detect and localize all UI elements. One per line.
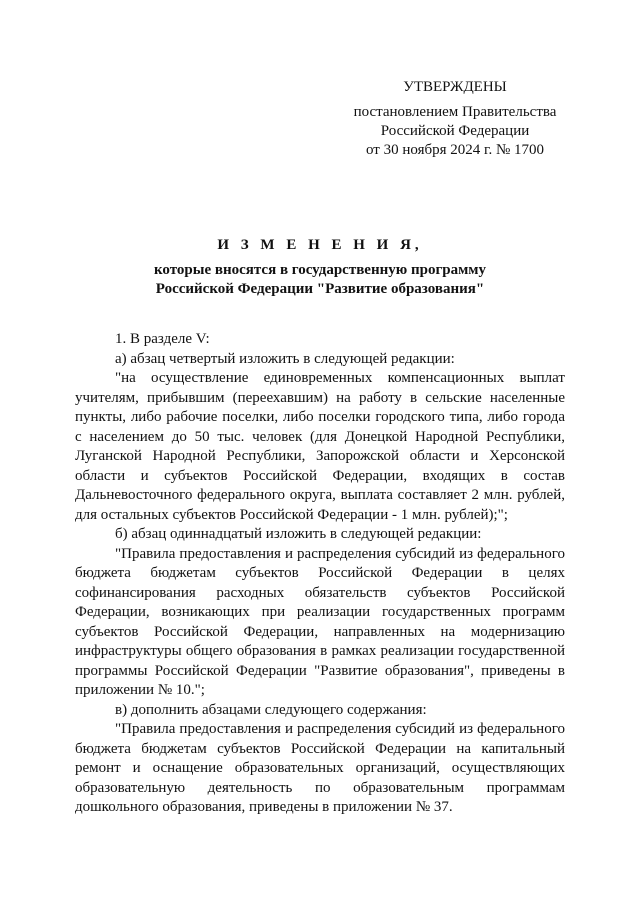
paragraph-quote: "на осуществление единовременных компенсационных выплат учителям, прибывшим (переехавшим) на работу в сельские населенные пункты, либо рабочие поселки, либо поселки городского типа, либо города с населением до 50 тыс. человек (для Донецкой Народной Республики, Луганской Народной Республики, Запорожской области и Херсонской области и субъектов Российской Федерации, входящих в состав Дальневосточного федерального округа, выплата составляет 2 млн. рублей, для остальных субъектов Российской Федерации - 1 млн. рублей);"; bbox=[75, 370, 565, 523]
paragraph-item-a: а) абзац четвертый изложить в следующей редакции: bbox=[115, 350, 455, 367]
paragraph-quote: "Правила предоставления и распределения субсидий из федерального бюджета бюджетам субъектов Российской Федерации в целях софинансирования расходных обязательств субъектов Российской Федерации, возникающих при реализации государственных программ субъектов Российской Федерации, направленных на модернизацию инфраструктуры общего образования в рамках реализации государственной программы Российской Федерации "Развитие образования", приведены в приложении № 10."; bbox=[75, 545, 565, 698]
approval-block bbox=[330, 78, 580, 160]
approval-line: Российской Федерации bbox=[380, 123, 530, 139]
document-title: И З М Е Н Е Н И Я, bbox=[217, 237, 423, 253]
paragraph-item-c: в) дополнить абзацами следующего содержания: bbox=[115, 701, 427, 718]
document-subtitle: Российской Федерации "Развитие образования" bbox=[155, 281, 485, 297]
document-heading bbox=[75, 236, 565, 299]
paragraph-section: 1. В разделе V: bbox=[115, 331, 210, 347]
document-body bbox=[75, 330, 565, 818]
approval-date: от 30 ноября 2024 г. № 1700 bbox=[365, 142, 545, 158]
paragraph-item-b: б) абзац одиннадцатый изложить в следующей редакции: bbox=[115, 526, 482, 542]
approval-heading: УТВЕРЖДЕНЫ bbox=[403, 79, 507, 95]
paragraph-quote: "Правила предоставления и распределения субсидий из федерального бюджета бюджетам субъектов Российской Федерации на капитальный ремонт и оснащение образовательных организаций, осуществляющих образовательную деятельность по образовательным программам дошкольного образования, приведены в приложении № 37. bbox=[75, 721, 565, 815]
approval-line: постановлением Правительства bbox=[353, 104, 557, 120]
document-subtitle: которые вносятся в государственную программу bbox=[153, 262, 487, 278]
